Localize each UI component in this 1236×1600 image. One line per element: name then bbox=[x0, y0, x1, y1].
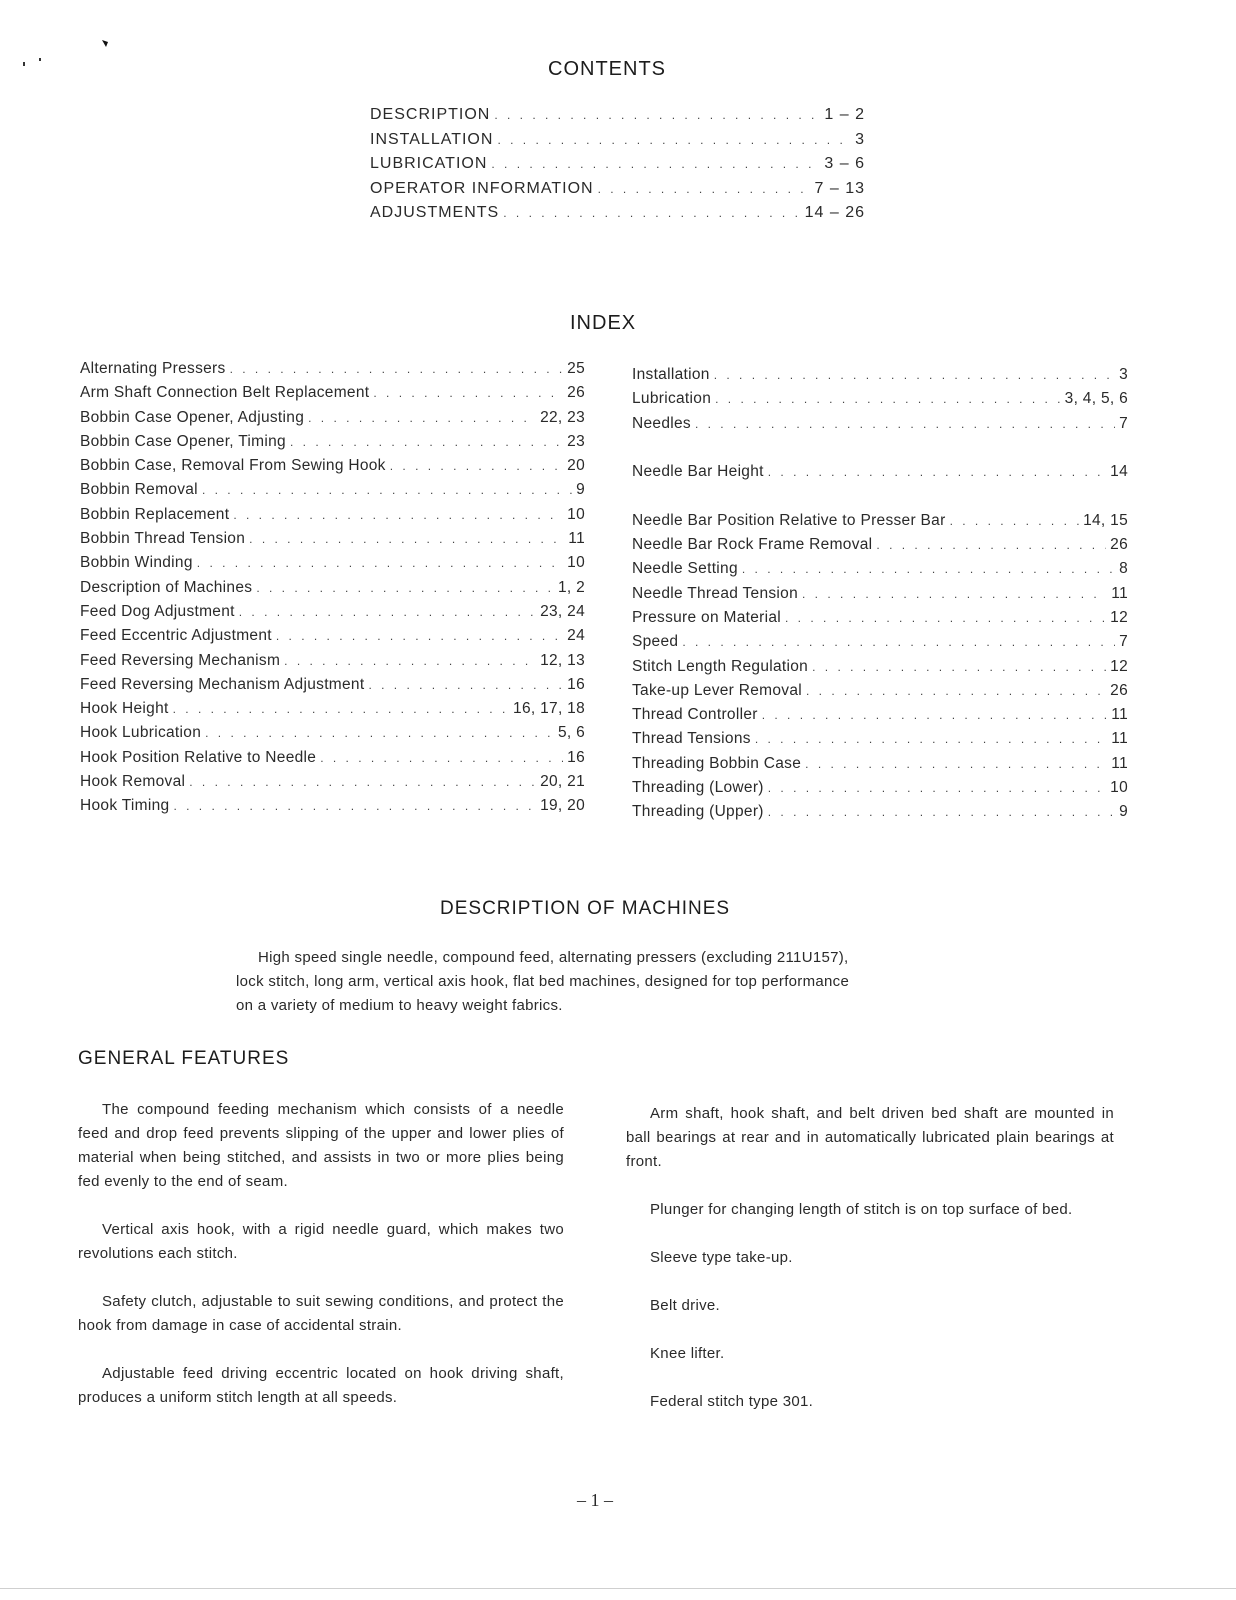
entry-label: Feed Reversing Mechanism bbox=[80, 651, 281, 669]
spacer bbox=[632, 487, 1128, 511]
entry-label: Take-up Lever Removal bbox=[632, 681, 802, 699]
entry-label: Feed Reversing Mechanism Adjustment bbox=[80, 675, 365, 693]
entry-pages: 26 bbox=[1110, 681, 1128, 699]
entry-pages: 20 bbox=[567, 457, 585, 475]
index-entry bbox=[632, 585, 1128, 609]
index-title: INDEX bbox=[570, 312, 637, 334]
entry-pages: 12 bbox=[1110, 608, 1128, 626]
leader-dots bbox=[768, 781, 1106, 795]
index-entry bbox=[80, 797, 585, 821]
entry-label: Needle Setting bbox=[632, 560, 738, 578]
feature-paragraph: Safety clutch, adjustable to suit sewing conditions, and protect the hook from damage in case of accidental strain. bbox=[78, 1293, 564, 1334]
leader-dots bbox=[497, 133, 851, 147]
entry-pages: 8 bbox=[1119, 560, 1128, 578]
general-features-title: GENERAL FEATURES bbox=[78, 1048, 290, 1069]
index-entry bbox=[632, 463, 1128, 487]
entry-pages: 24 bbox=[567, 627, 585, 645]
spacer bbox=[632, 439, 1128, 463]
index-entry bbox=[80, 652, 585, 676]
entry-pages: 7 bbox=[1119, 414, 1128, 432]
entry-label: Bobbin Thread Tension bbox=[80, 530, 246, 548]
entry-label: Hook Position Relative to Needle bbox=[80, 748, 317, 766]
entry-label: Alternating Pressers bbox=[80, 360, 226, 377]
entry-pages: 11 bbox=[1111, 706, 1128, 724]
leader-dots bbox=[233, 508, 563, 522]
index-entry bbox=[632, 560, 1128, 584]
index-entry bbox=[632, 390, 1128, 414]
leader-dots bbox=[695, 417, 1115, 431]
entry-label: INSTALLATION bbox=[370, 130, 494, 148]
entry-label: Needle Bar Height bbox=[632, 463, 764, 481]
entry-label: Needle Bar Rock Frame Removal bbox=[632, 536, 873, 554]
entry-pages: 10 bbox=[567, 554, 585, 572]
entry-pages: 11 bbox=[1111, 730, 1128, 748]
leader-dots bbox=[785, 611, 1106, 625]
contents-title: CONTENTS bbox=[548, 58, 666, 80]
feature-paragraph: The compound feeding mechanism which consists of a needle feed and drop feed prevents slipping of the upper and lower plies of material when being stitched, and assists in two or more plies being fed evenly to the end of seam. bbox=[78, 1101, 564, 1190]
entry-label: Needle Bar Position Relative to Presser Bar bbox=[632, 511, 946, 529]
entry-label: Needle Thread Tension bbox=[632, 584, 799, 602]
contents-entry bbox=[370, 131, 865, 156]
entry-pages: 9 bbox=[576, 481, 585, 499]
index-entry bbox=[80, 384, 585, 408]
leader-dots bbox=[491, 157, 820, 171]
entry-label: Threading (Upper) bbox=[632, 803, 764, 821]
leader-dots bbox=[598, 182, 811, 196]
entry-pages: 7 bbox=[1119, 633, 1128, 651]
index-entry bbox=[80, 457, 585, 481]
entry-pages: 1, 2 bbox=[557, 578, 585, 596]
index-entry bbox=[80, 603, 585, 627]
leader-dots bbox=[189, 775, 536, 789]
leader-dots bbox=[230, 362, 564, 376]
leader-dots bbox=[714, 368, 1115, 382]
index-entry bbox=[632, 755, 1128, 779]
leader-dots bbox=[173, 799, 536, 813]
index-entry bbox=[80, 506, 585, 530]
leader-dots bbox=[284, 654, 536, 668]
description-line: High speed single needle, compound feed, alternating pressers (excluding 211U157), bbox=[258, 949, 849, 966]
entry-pages: 14 – 26 bbox=[804, 204, 865, 221]
leader-dots bbox=[762, 708, 1108, 722]
index-entry bbox=[632, 682, 1128, 706]
entry-pages: 1 – 2 bbox=[824, 106, 865, 123]
entry-pages: 11 bbox=[1111, 754, 1128, 772]
index-entry bbox=[632, 366, 1128, 390]
entry-label: Speed bbox=[632, 633, 679, 651]
description-title: DESCRIPTION OF MACHINES bbox=[440, 898, 731, 919]
entry-label: Hook Removal bbox=[80, 773, 186, 791]
index-entry bbox=[632, 633, 1128, 657]
entry-label: Hook Timing bbox=[80, 797, 170, 815]
index-right-column bbox=[632, 366, 1128, 828]
description-line: lock stitch, long arm, vertical axis hook, flat bed machines, designed for top performance bbox=[236, 973, 850, 990]
leader-dots bbox=[682, 635, 1115, 649]
leader-dots bbox=[742, 562, 1115, 576]
entry-pages: 20, 21 bbox=[540, 773, 585, 791]
entry-label: ADJUSTMENTS bbox=[370, 204, 500, 221]
entry-pages: 26 bbox=[1110, 536, 1128, 554]
scan-mark bbox=[22, 56, 46, 68]
entry-pages: 12 bbox=[1110, 657, 1128, 675]
bottom-edge-line bbox=[0, 1588, 1236, 1589]
leader-dots bbox=[768, 465, 1106, 479]
feature-item: Belt drive. bbox=[650, 1297, 720, 1314]
contents-entry bbox=[370, 204, 865, 229]
feature-item: Sleeve type take-up. bbox=[650, 1249, 793, 1266]
index-entry bbox=[632, 803, 1128, 827]
entry-label: Stitch Length Regulation bbox=[632, 657, 809, 675]
entry-label: DESCRIPTION bbox=[370, 106, 491, 123]
entry-pages: 10 bbox=[567, 505, 585, 523]
index-entry bbox=[80, 773, 585, 797]
entry-label: Hook Lubrication bbox=[80, 724, 202, 742]
entry-pages: 23, 24 bbox=[540, 602, 585, 620]
leader-dots bbox=[308, 411, 536, 425]
index-entry bbox=[632, 658, 1128, 682]
leader-dots bbox=[876, 538, 1106, 552]
entry-label: Bobbin Case, Removal From Sewing Hook bbox=[80, 457, 386, 475]
leader-dots bbox=[256, 581, 554, 595]
leader-dots bbox=[755, 732, 1107, 746]
leader-dots bbox=[494, 108, 820, 122]
index-entry bbox=[80, 724, 585, 748]
entry-pages: 14 bbox=[1110, 463, 1128, 481]
leader-dots bbox=[197, 556, 563, 570]
entry-label: Installation bbox=[632, 366, 710, 383]
entry-label: LUBRICATION bbox=[370, 155, 488, 172]
entry-label: Thread Controller bbox=[632, 706, 758, 724]
leader-dots bbox=[239, 605, 536, 619]
entry-label: Threading (Lower) bbox=[632, 779, 764, 797]
entry-pages: 3 bbox=[1119, 366, 1128, 383]
leader-dots bbox=[205, 726, 554, 740]
entry-pages: 16 bbox=[567, 675, 585, 693]
entry-label: Hook Height bbox=[80, 700, 169, 718]
entry-pages: 19, 20 bbox=[540, 797, 585, 815]
contents-entry bbox=[370, 106, 865, 131]
entry-pages: 3, 4, 5, 6 bbox=[1064, 390, 1128, 408]
entry-label: Lubrication bbox=[632, 390, 712, 408]
index-left-column bbox=[80, 360, 585, 822]
index-entry bbox=[632, 415, 1128, 439]
entry-pages: 23 bbox=[567, 432, 585, 450]
index-entry bbox=[80, 530, 585, 554]
entry-label: Feed Dog Adjustment bbox=[80, 602, 235, 620]
leader-dots bbox=[768, 805, 1115, 819]
entry-pages: 12, 13 bbox=[540, 651, 585, 669]
leader-dots bbox=[249, 532, 564, 546]
entry-pages: 3 – 6 bbox=[824, 155, 865, 172]
index-entry bbox=[80, 481, 585, 505]
entry-label: Thread Tensions bbox=[632, 730, 751, 748]
entry-pages: 22, 23 bbox=[540, 408, 585, 426]
leader-dots bbox=[276, 629, 563, 643]
contents-entry bbox=[370, 180, 865, 205]
index-entry bbox=[632, 730, 1128, 754]
entry-label: Description of Machines bbox=[80, 578, 253, 596]
page-number: – 1 – bbox=[577, 1490, 613, 1510]
index-entry bbox=[80, 676, 585, 700]
entry-label: Arm Shaft Connection Belt Replacement bbox=[80, 384, 370, 402]
index-entry bbox=[80, 433, 585, 457]
feature-item: Federal stitch type 301. bbox=[650, 1393, 814, 1410]
contents-entry bbox=[370, 155, 865, 180]
feature-paragraph: Vertical axis hook, with a rigid needle guard, which makes two revolutions each stitch. bbox=[78, 1221, 564, 1262]
entry-label: OPERATOR INFORMATION bbox=[370, 179, 594, 197]
description-text bbox=[236, 946, 996, 1018]
entry-label: Pressure on Material bbox=[632, 608, 782, 626]
leader-dots bbox=[290, 435, 563, 449]
entry-pages: 7 – 13 bbox=[814, 179, 865, 197]
index-entry bbox=[80, 409, 585, 433]
entry-pages: 14, 15 bbox=[1083, 511, 1128, 529]
entry-pages: 25 bbox=[567, 360, 585, 377]
leader-dots bbox=[950, 514, 1080, 528]
entry-label: Bobbin Winding bbox=[80, 554, 193, 572]
entry-pages: 10 bbox=[1110, 779, 1128, 797]
index-entry bbox=[632, 536, 1128, 560]
feature-paragraph: Arm shaft, hook shaft, and belt driven bed shaft are mounted in ball bearings at rear and in automatically lubricated plain bearings at front. bbox=[626, 1105, 1114, 1170]
leader-dots bbox=[802, 587, 1107, 601]
scan-mark bbox=[100, 38, 112, 50]
leader-dots bbox=[373, 386, 563, 400]
entry-label: Bobbin Removal bbox=[80, 481, 198, 499]
index-entry bbox=[632, 779, 1128, 803]
index-entry bbox=[80, 749, 585, 773]
entry-label: Needles bbox=[632, 414, 691, 432]
entry-pages: 16, 17, 18 bbox=[513, 700, 585, 718]
index-entry bbox=[80, 579, 585, 603]
index-entry bbox=[80, 554, 585, 578]
leader-dots bbox=[805, 757, 1107, 771]
entry-label: Bobbin Case Opener, Timing bbox=[80, 432, 286, 450]
index-entry bbox=[632, 706, 1128, 730]
entry-pages: 9 bbox=[1119, 803, 1128, 821]
contents-list bbox=[370, 106, 865, 229]
leader-dots bbox=[202, 483, 572, 497]
entry-pages: 11 bbox=[568, 530, 585, 548]
leader-dots bbox=[173, 702, 509, 716]
leader-dots bbox=[503, 206, 800, 220]
feature-paragraph: Plunger for changing length of stitch is on top surface of bed. bbox=[650, 1201, 1073, 1218]
index-entry bbox=[80, 360, 585, 384]
feature-item: Knee lifter. bbox=[650, 1345, 725, 1362]
description-line: on a variety of medium to heavy weight fabrics. bbox=[236, 997, 563, 1014]
index-entry bbox=[80, 700, 585, 724]
leader-dots bbox=[812, 660, 1106, 674]
feature-paragraph: Adjustable feed driving eccentric located on hook driving shaft, produces a uniform stitch length at all speeds. bbox=[78, 1365, 564, 1406]
leader-dots bbox=[390, 459, 563, 473]
entry-pages: 11 bbox=[1111, 584, 1128, 602]
index-entry bbox=[632, 609, 1128, 633]
leader-dots bbox=[715, 392, 1061, 406]
leader-dots bbox=[806, 684, 1106, 698]
index-entry bbox=[632, 512, 1128, 536]
index-entry bbox=[80, 627, 585, 651]
entry-label: Bobbin Replacement bbox=[80, 505, 230, 523]
entry-label: Threading Bobbin Case bbox=[632, 754, 802, 772]
leader-dots bbox=[320, 751, 563, 765]
leader-dots bbox=[368, 678, 563, 692]
features-left-column bbox=[78, 1098, 564, 1434]
entry-label: Feed Eccentric Adjustment bbox=[80, 627, 272, 645]
entry-pages: 26 bbox=[567, 384, 585, 402]
entry-pages: 3 bbox=[855, 130, 865, 148]
entry-pages: 16 bbox=[567, 748, 585, 766]
features-right-column bbox=[626, 1102, 1114, 1438]
entry-pages: 5, 6 bbox=[557, 724, 585, 742]
entry-label: Bobbin Case Opener, Adjusting bbox=[80, 408, 305, 426]
